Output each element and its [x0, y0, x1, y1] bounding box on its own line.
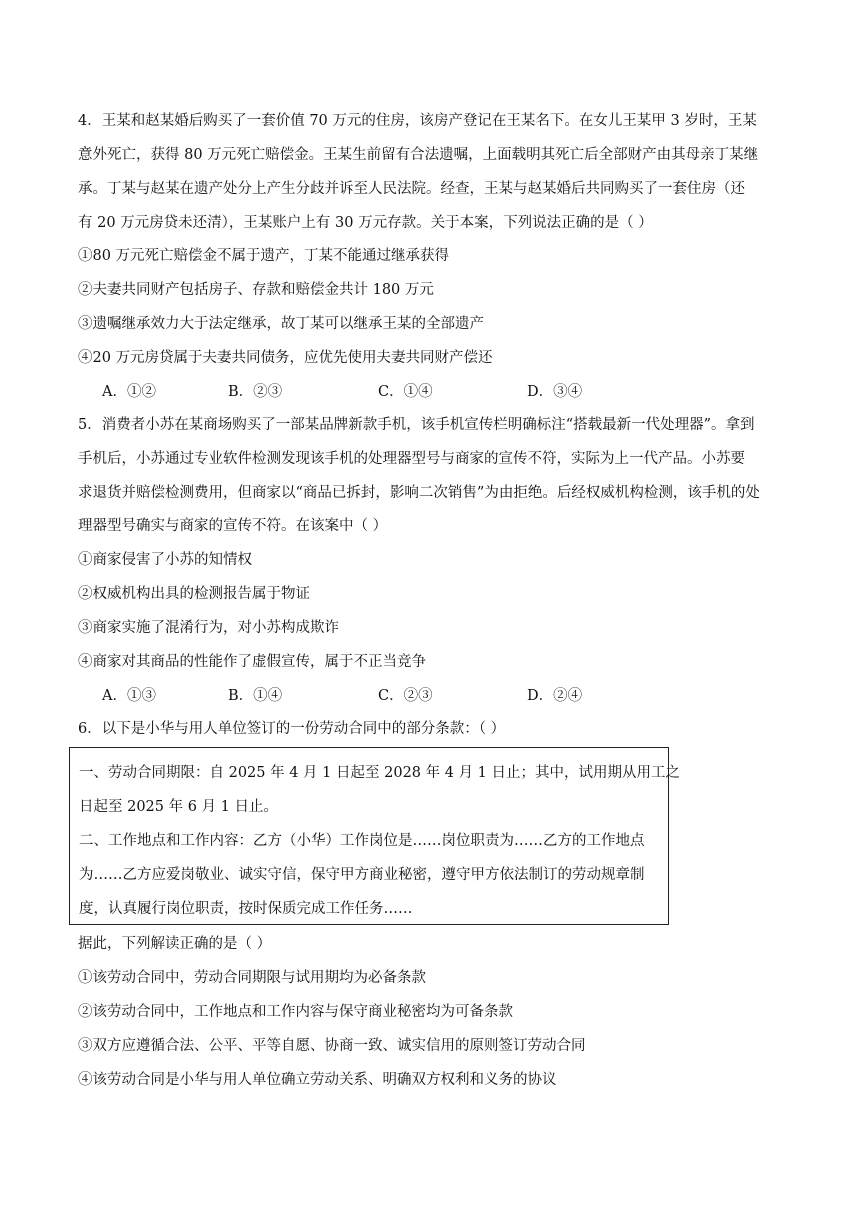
contract-line-2: 日起至 2025 年 6 月 1 日止。	[79, 799, 279, 815]
q5-stem-line-2: 手机后，小苏通过专业软件检测发现该手机的处理器型号与商家的宣传不符，实际为上一代产品。小苏要	[78, 451, 745, 467]
q4-item-4: ④20 万元房贷属于夫妻共同债务，应优先使用夫妻共同财产偿还	[78, 350, 493, 366]
q6-stem: 6．以下是小华与用人单位签订的一份劳动合同中的部分条款：（ ）	[78, 721, 506, 737]
q6-item-2: ②该劳动合同中，工作地点和工作内容与保守商业秘密均为可备条款	[78, 1004, 513, 1020]
q4-stem-line-1: 4．王某和赵某婚后购买了一套价值 70 万元的住房，该房产登记在王某名下。在女儿王某甲 3 岁时，王某	[78, 113, 757, 129]
q5-item-1: ①商家侵害了小苏的知情权	[78, 552, 252, 568]
q5-stem-line-3: 求退货并赔偿检测费用，但商家以“商品已拆封，影响二次销售”为由拒绝。后经权威机构检测，该手机的处	[78, 485, 760, 501]
q4-stem-line-3: 承。丁某与赵某在遗产处分上产生分歧并诉至人民法院。经查，王某与赵某婚后共同购买了一套住房（还	[78, 181, 745, 197]
contract-excerpt-box	[69, 747, 681, 925]
q4-option-c[interactable]: C．①④	[378, 384, 433, 400]
contract-line-1: 一、劳动合同期限：自 2025 年 4 月 1 日起至 2028 年 4 月 1 日止；其中，试用期从用工之	[79, 765, 681, 781]
q5-item-3: ③商家实施了混淆行为，对小苏构成欺诈	[78, 620, 339, 636]
q5-option-d[interactable]: D．②④	[527, 688, 583, 704]
q5-option-a[interactable]: A．①③	[102, 688, 156, 704]
contract-line-4: 为……乙方应爱岗敬业、诚实守信，保守甲方商业秘密，遵守甲方依法制订的劳动规章制	[79, 867, 645, 883]
q4-item-3: ③遗嘱继承效力大于法定继承，故丁某可以继承王某的全部遗产	[78, 316, 484, 332]
q4-item-1: ①80 万元死亡赔偿金不属于遗产，丁某不能通过继承获得	[78, 248, 450, 264]
q6-item-4: ④该劳动合同是小华与用人单位确立劳动关系、明确双方权利和义务的协议	[78, 1072, 557, 1088]
q5-item-4: ④商家对其商品的性能作了虚假宣传，属于不正当竞争	[78, 654, 426, 670]
q5-option-b[interactable]: B．①④	[228, 688, 283, 704]
q5-stem-line-1: 5．消费者小苏在某商场购买了一部某品牌新款手机，该手机宣传栏明确标注“搭载最新一代处理器”。拿到	[78, 417, 755, 433]
q4-option-d[interactable]: D．③④	[527, 384, 583, 400]
q4-option-a[interactable]: A．①②	[102, 384, 156, 400]
q6-prompt: 据此，下列解读正确的是（ ）	[78, 936, 272, 952]
q4-stem-line-2: 意外死亡，获得 80 万元死亡赔偿金。王某生前留有合法遗嘱，上面载明其死亡后全部财产由其母亲丁某继	[78, 147, 759, 163]
q4-stem-line-4: 有 20 万元房贷未还清），王某账户上有 30 万元存款。关于本案，下列说法正确的是（ ）	[78, 215, 653, 231]
q5-stem-line-4: 理器型号确实与商家的宣传不符。在该案中（ ）	[78, 518, 388, 534]
q4-item-2: ②夫妻共同财产包括房子、存款和赔偿金共计 180 万元	[78, 282, 434, 298]
q4-option-b[interactable]: B．②③	[228, 384, 283, 400]
q6-item-1: ①该劳动合同中，劳动合同期限与试用期均为必备条款	[78, 970, 426, 986]
q6-item-3: ③双方应遵循合法、公平、平等自愿、协商一致、诚实信用的原则签订劳动合同	[78, 1038, 586, 1054]
q5-item-2: ②权威机构出具的检测报告属于物证	[78, 586, 310, 602]
contract-line-3: 二、工作地点和工作内容：乙方（小华）工作岗位是……岗位职责为……乙方的工作地点	[79, 833, 645, 849]
q5-option-c[interactable]: C．②③	[378, 688, 433, 704]
contract-line-5: 度，认真履行岗位职责，按时保质完成工作任务……	[79, 901, 413, 917]
